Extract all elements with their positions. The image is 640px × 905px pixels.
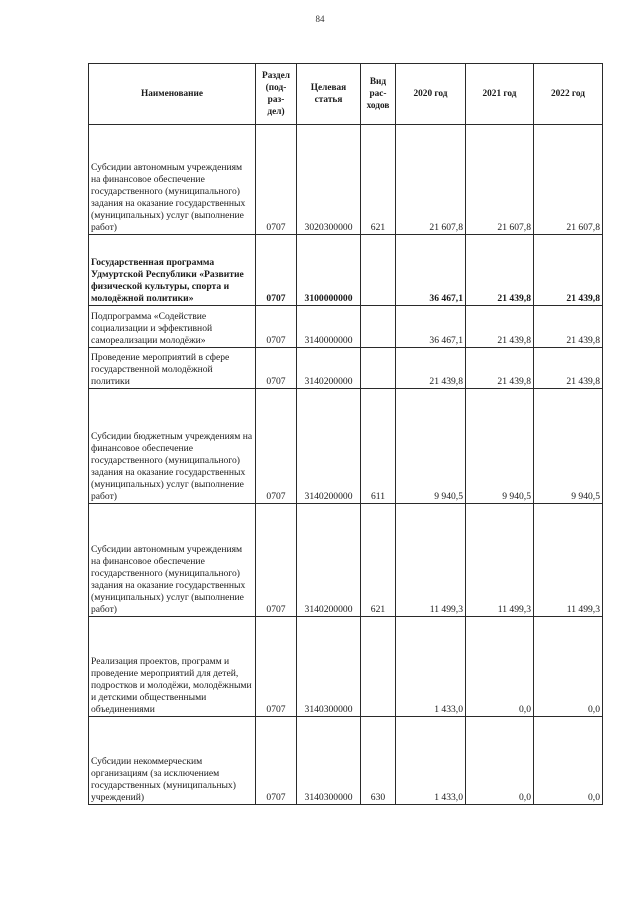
row-section: 0707	[256, 125, 297, 235]
row-name: Субсидии автономным учреждениям на финансовое обеспечение государственного (муниципального) задания на оказание государственных (муниципальных) услуг (выполнение работ)	[89, 125, 256, 235]
row-2020: 21 607,8	[396, 125, 466, 235]
row-2022: 11 499,3	[534, 504, 603, 617]
header-2020: 2020 год	[396, 64, 466, 125]
header-name: Наименование	[89, 64, 256, 125]
header-expense-type: Вид рас- ходов	[361, 64, 396, 125]
row-2020: 11 499,3	[396, 504, 466, 617]
row-target: 3140200000	[297, 389, 361, 504]
row-2020: 36 467,1	[396, 306, 466, 348]
table-row	[89, 125, 603, 235]
header-row	[89, 64, 603, 125]
row-section: 0707	[256, 348, 297, 389]
row-2021: 21 439,8	[466, 348, 534, 389]
header-2021: 2021 год	[466, 64, 534, 125]
row-2021: 0,0	[466, 717, 534, 805]
row-2022: 21 439,8	[534, 348, 603, 389]
header-2022: 2022 год	[534, 64, 603, 125]
row-2020: 9 940,5	[396, 389, 466, 504]
row-target: 3140000000	[297, 306, 361, 348]
row-name: Субсидии автономным учреждениям на финансовое обеспечение государственного (муниципального) задания на оказание государственных (муниципальных) услуг (выполнение работ)	[89, 504, 256, 617]
row-name: Проведение мероприятий в сфере государственной молодёжной политики	[89, 348, 256, 389]
row-2021: 21 439,8	[466, 235, 534, 306]
row-target: 3140300000	[297, 617, 361, 717]
row-2022: 21 439,8	[534, 235, 603, 306]
row-expense-type	[361, 306, 396, 348]
row-expense-type: 621	[361, 125, 396, 235]
header-section: Раздел (под- раз- дел)	[256, 64, 297, 125]
row-name: Подпрограмма «Содействие социализации и эффективной самореализации молодёжи»	[89, 306, 256, 348]
row-2020: 1 433,0	[396, 717, 466, 805]
row-section: 0707	[256, 717, 297, 805]
row-section: 0707	[256, 235, 297, 306]
row-2021: 21 607,8	[466, 125, 534, 235]
row-2020: 1 433,0	[396, 617, 466, 717]
row-name: Реализация проектов, программ и проведение мероприятий для детей, подростков и молодёжи, молодёжными и детскими общественными объединениями	[89, 617, 256, 717]
row-2020: 21 439,8	[396, 348, 466, 389]
page-number: 84	[315, 14, 325, 24]
row-expense-type: 630	[361, 717, 396, 805]
budget-table	[88, 63, 603, 805]
row-expense-type	[361, 348, 396, 389]
row-2022: 0,0	[534, 717, 603, 805]
table-row	[89, 504, 603, 617]
row-2022: 0,0	[534, 617, 603, 717]
row-2021: 9 940,5	[466, 389, 534, 504]
row-section: 0707	[256, 389, 297, 504]
row-section: 0707	[256, 617, 297, 717]
table-row	[89, 389, 603, 504]
row-section: 0707	[256, 504, 297, 617]
row-2021: 21 439,8	[466, 306, 534, 348]
row-target: 3140200000	[297, 348, 361, 389]
row-target: 3140300000	[297, 717, 361, 805]
row-section: 0707	[256, 306, 297, 348]
row-target: 3020300000	[297, 125, 361, 235]
table-row	[89, 617, 603, 717]
table-row	[89, 348, 603, 389]
row-2020: 36 467,1	[396, 235, 466, 306]
row-2021: 11 499,3	[466, 504, 534, 617]
row-2022: 21 607,8	[534, 125, 603, 235]
row-expense-type: 621	[361, 504, 396, 617]
table-row	[89, 235, 603, 306]
table-row	[89, 717, 603, 805]
row-2022: 9 940,5	[534, 389, 603, 504]
header-target: Целевая статья	[297, 64, 361, 125]
row-2022: 21 439,8	[534, 306, 603, 348]
row-name: Субсидии некоммерческим организациям (за исключением государственных (муниципальных) учреждений)	[89, 717, 256, 805]
row-2021: 0,0	[466, 617, 534, 717]
row-expense-type: 611	[361, 389, 396, 504]
table-row	[89, 306, 603, 348]
row-target: 3100000000	[297, 235, 361, 306]
row-name: Субсидии бюджетным учреждениям на финансовое обеспечение государственного (муниципального) задания на оказание государственных (муниципальных) услуг (выполнение работ)	[89, 389, 256, 504]
row-target: 3140200000	[297, 504, 361, 617]
row-expense-type	[361, 617, 396, 717]
row-name: Государственная программа Удмуртской Республики «Развитие физической культуры, спорта и молодёжной политики»	[89, 235, 256, 306]
row-expense-type	[361, 235, 396, 306]
